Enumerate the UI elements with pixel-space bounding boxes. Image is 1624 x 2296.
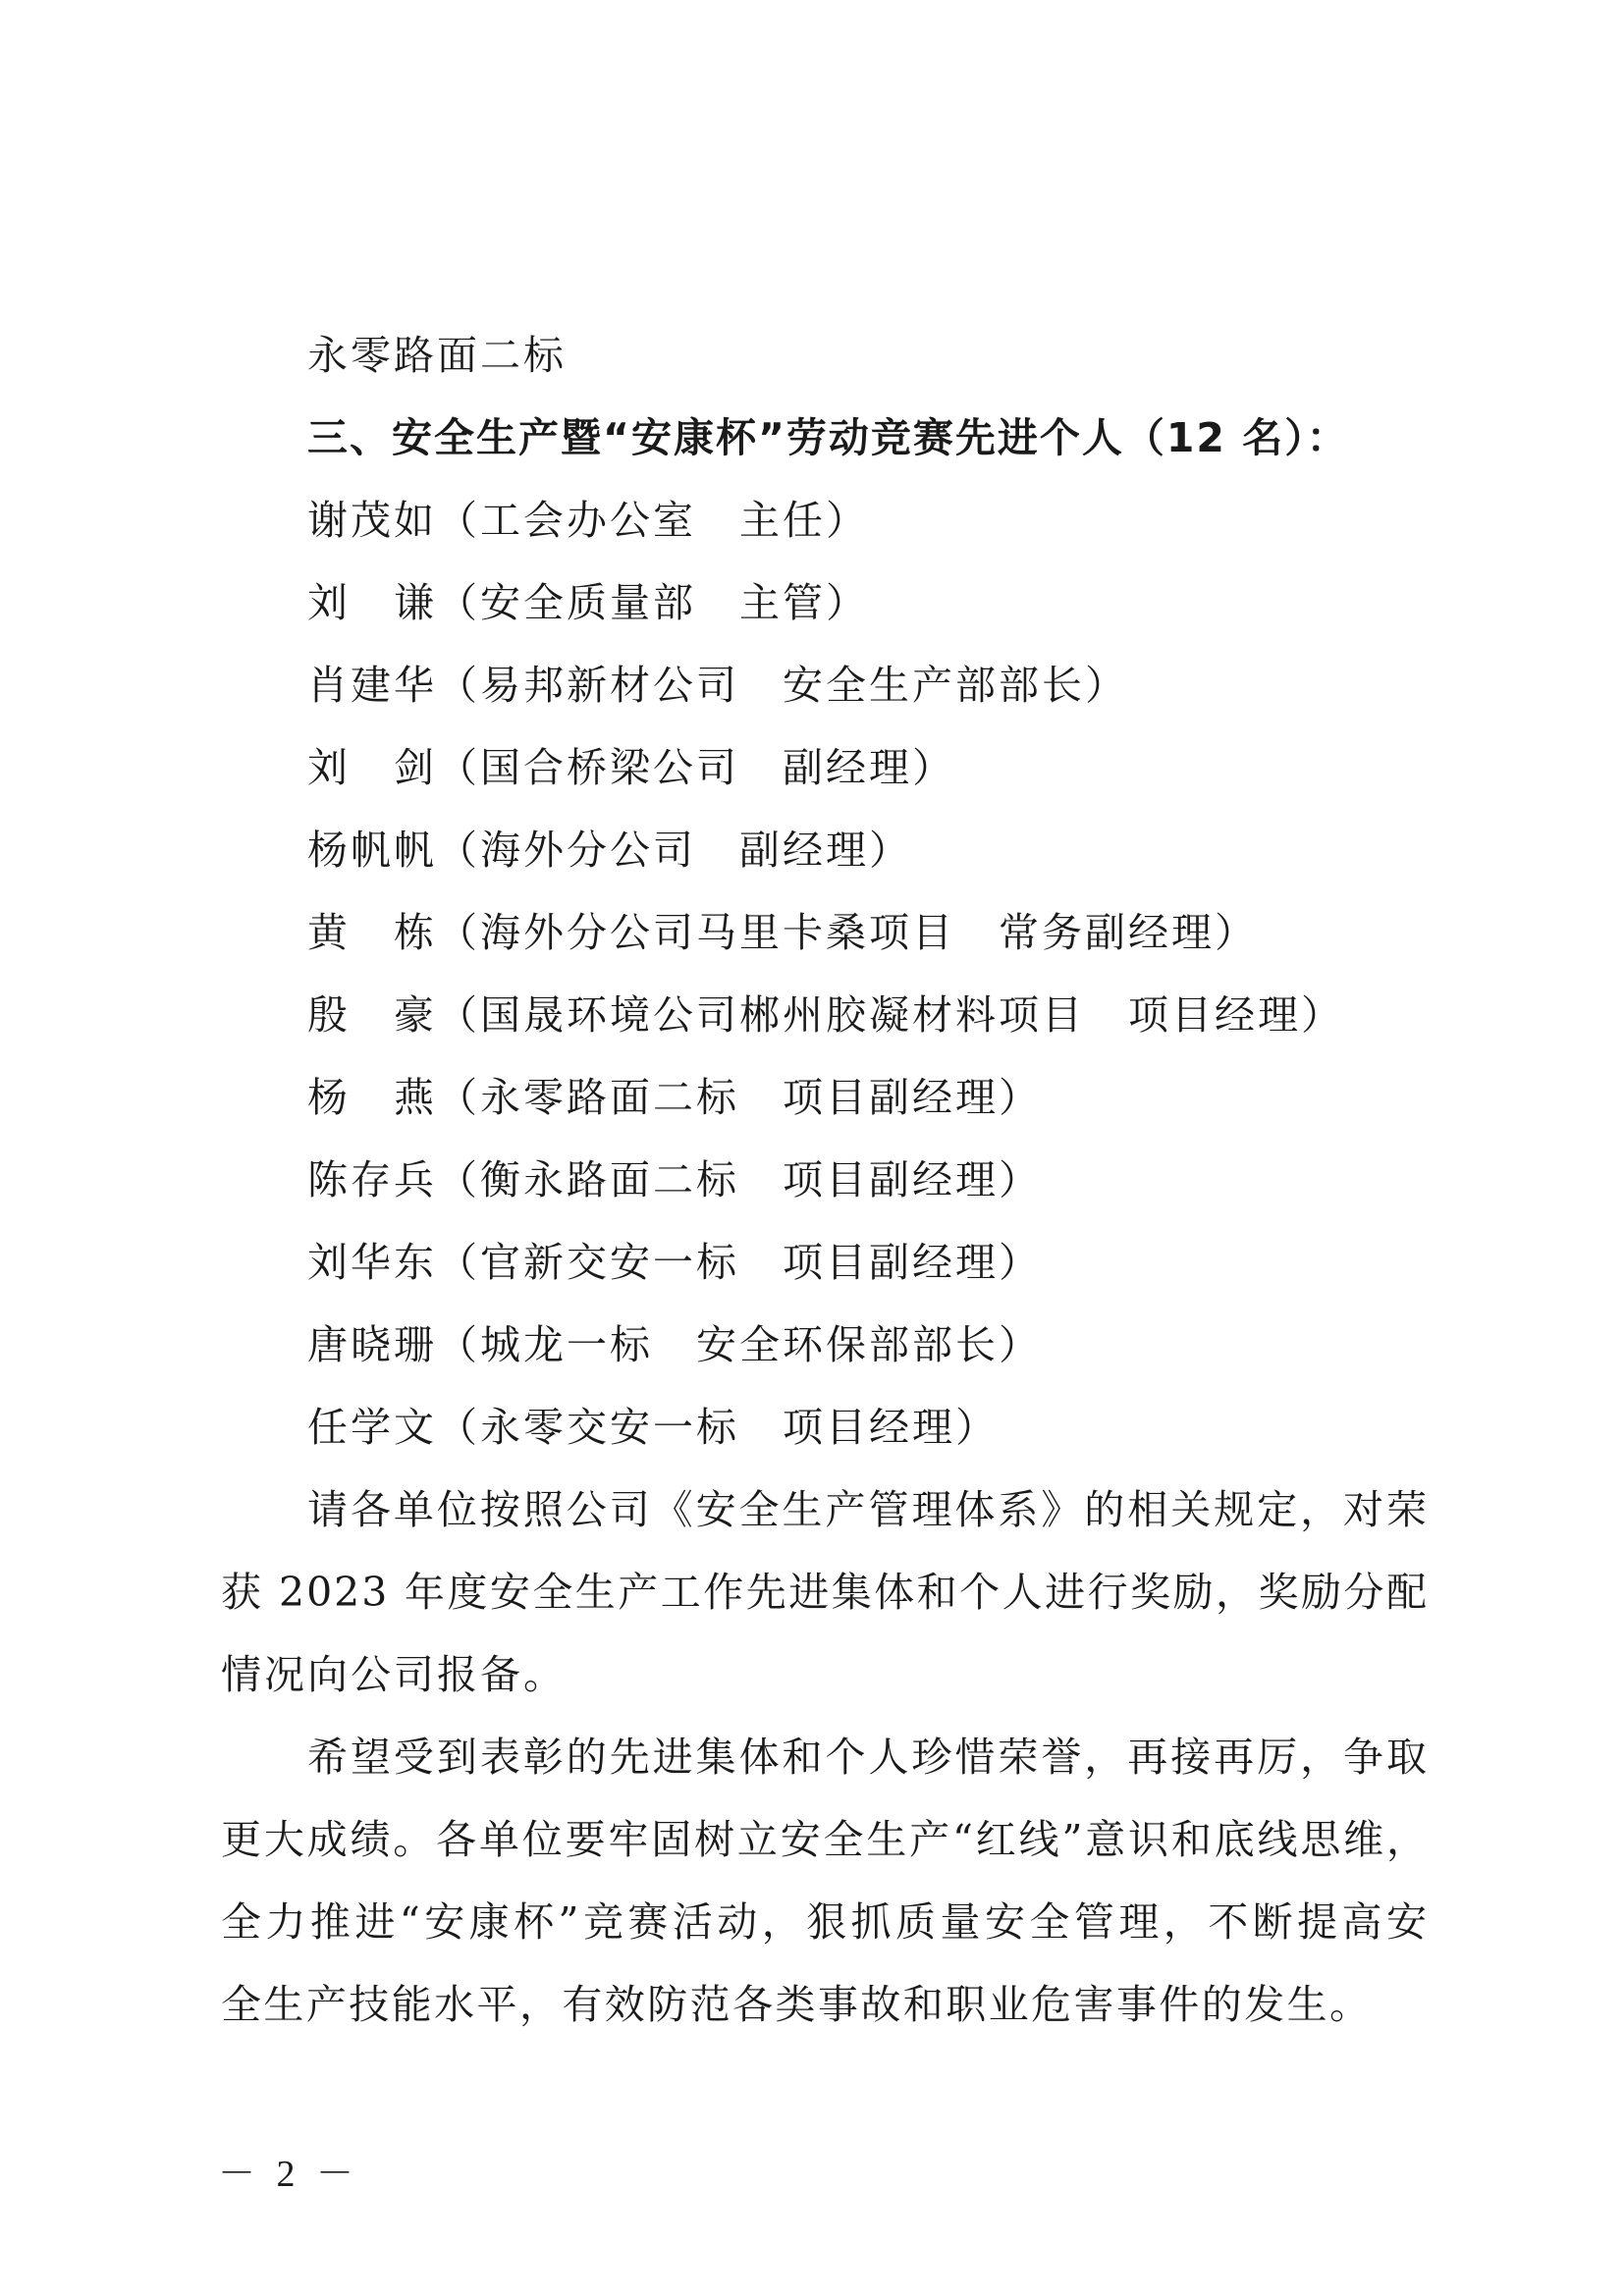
paragraph-line: 希望受到表彰的先进集体和个人珍惜荣誉，再接再厉，争取	[307, 1734, 1429, 1781]
list-item: 刘 谦（安全质量部 主管）	[307, 579, 869, 626]
paragraph-line: 更大成绩。各单位要牢固树立安全生产“红线”意识和底线思维，	[221, 1816, 1429, 1863]
list-item: 任学文（永零交安一标 项目经理）	[307, 1404, 999, 1451]
list-item: 肖建华（易邦新材公司 安全生产部部长）	[307, 662, 1128, 709]
page-number: － 2 －	[218, 2154, 360, 2195]
section-heading: 三、安全生产暨“安康杯”劳动竞赛先进个人（12 名）：	[307, 414, 1349, 461]
paragraph-line: 全生产技能水平，有效防范各类事故和职业危害事件的发生。	[221, 1981, 1372, 2028]
list-item: 刘 剑（国合桥梁公司 副经理）	[307, 744, 955, 791]
list-item: 杨帆帆（海外分公司 副经理）	[307, 827, 912, 874]
list-item: 唐晓珊（城龙一标 安全环保部部长）	[307, 1321, 1042, 1368]
list-item: 殷 豪（国晟环境公司郴州胶凝材料项目 项目经理）	[307, 991, 1344, 1039]
paragraph-line: 情况向公司报备。	[221, 1651, 567, 1698]
paragraph-line: 请各单位按照公司《安全生产管理体系》的相关规定，对荣	[307, 1486, 1429, 1533]
continued-list-item: 永零路面二标	[307, 332, 567, 379]
list-item: 谢茂如（工会办公室 主任）	[307, 497, 869, 544]
list-item: 刘华东（官新交安一标 项目副经理）	[307, 1239, 1042, 1286]
list-item: 黄 栋（海外分公司马里卡桑项目 常务副经理）	[307, 909, 1258, 956]
list-item: 陈存兵（衡永路面二标 项目副经理）	[307, 1156, 1042, 1203]
paragraph-line: 获 2023 年度安全生产工作先进集体和个人进行奖励，奖励分配	[221, 1569, 1429, 1616]
list-item: 杨 燕（永零路面二标 项目副经理）	[307, 1074, 1042, 1121]
paragraph-line: 全力推进“安康杯”竞赛活动，狠抓质量安全管理，不断提高安	[221, 1898, 1429, 1946]
